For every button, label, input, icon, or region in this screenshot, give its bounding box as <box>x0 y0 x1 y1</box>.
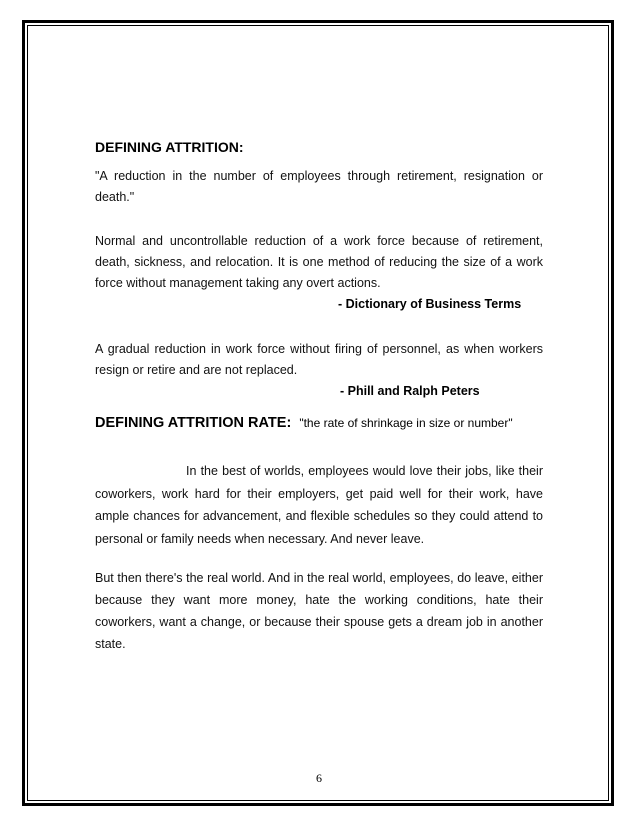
definition-quote: "A reduction in the number of employees through retirement, resignation or death." <box>95 169 543 204</box>
definition-paragraph-1: Normal and uncontrollable reduction of a work force because of retirement, death, sickness, and relocation. It is one method of reducing the size of a work force without management taking any overt actions. <box>95 234 543 290</box>
definition-paragraph-2: A gradual reduction in work force without firing of personnel, as when workers resign or retire and are not replaced. <box>95 342 543 377</box>
heading-attrition-rate-title: DEFINING ATTRITION RATE: <box>95 415 292 431</box>
attribution-dictionary: - Dictionary of Business Terms <box>338 297 522 311</box>
heading-defining-attrition-rate <box>95 415 513 431</box>
body-paragraph-real-world: But then there's the real world. And in the real world, employees, do leave, either because they want more money, hate the working conditions, hate their coworkers, want a change, or because their spouse gets a dream job in another state. <box>95 571 543 651</box>
heading-defining-attrition: DEFINING ATTRITION: <box>95 139 244 155</box>
body-paragraph-best-of-worlds: In the best of worlds, employees would love their jobs, like their coworkers, work hard for their employers, get paid well for their work, have ample chances for advancement, and flexible schedules so they could attend to personal or family needs when necessary. And never leave. <box>95 464 543 546</box>
page-number: 6 <box>316 771 322 785</box>
heading-attrition-rate-subtitle: "the rate of shrinkage in size or number" <box>299 416 513 430</box>
attribution-peters: - Phill and Ralph Peters <box>340 384 480 398</box>
